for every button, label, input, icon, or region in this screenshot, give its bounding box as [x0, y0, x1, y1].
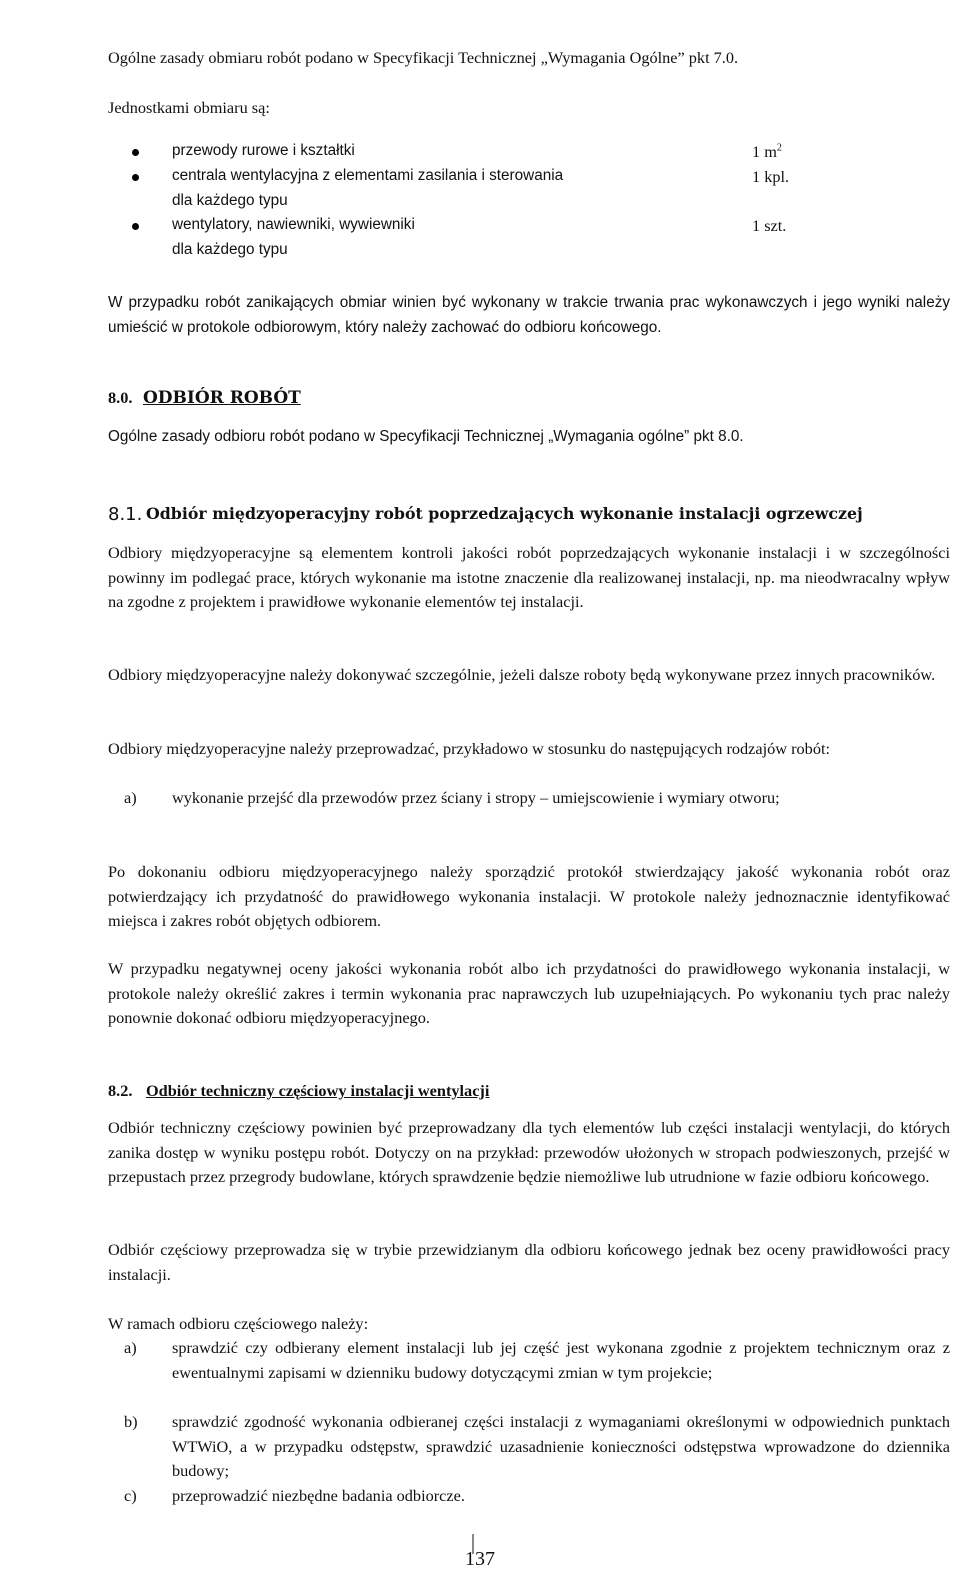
section-8-1-p3: Odbiory międzyoperacyjne należy przeprowadzać, przykładowo w stosunku do następujących rodzajów robót: [108, 739, 831, 758]
section-title: Odbiór techniczny częściowy instalacji wentylacji [146, 1081, 490, 1100]
section-8-2-p2: Odbiór częściowy przeprowadza się w trybie przewidzianym dla odbioru końcowego jednak bez oceny prawidłowości pracy instalacji. [108, 1240, 950, 1284]
section-number: 8.1. [108, 504, 143, 525]
section-8-1-p1: Odbiory międzyoperacyjne są elementem kontroli jakości robót poprzedzających wykonanie instalacji i w szczególności powinny im podlegać prace, których wykonanie ma istotne znaczenie dla realizowanej instalacji, np. ma nieodwracalny wpływ na zgodne z projektem i prawidłowe wykonanie elementów tej instalacji. [108, 543, 950, 611]
section-title: ODBIÓR ROBÓT [143, 388, 301, 408]
unit-item-3: wentylatory, nawiewniki, wywiewniki [172, 216, 415, 233]
list-item: przeprowadzić niezbędne badania odbiorcze. [172, 1486, 465, 1505]
section-8-2-p3: W ramach odbioru częściowego należy: [108, 1314, 369, 1333]
section-8-1-p2: Odbiory międzyoperacyjne należy dokonywać szczególnie, jeżeli dalsze roboty będą wykonywane przez innych pracowników. [108, 665, 936, 684]
intro-line-2: Jednostkami obmiaru są: [108, 98, 270, 117]
bullet-icon [132, 174, 139, 181]
unit-value-3: 1 szt. [752, 216, 787, 235]
unit-value-2: 1 kpl. [752, 167, 790, 186]
intro-line-1: Ogólne zasady obmiaru robót podano w Specyfikacji Technicznej „Wymagania Ogólne” pkt 7.0. [108, 48, 739, 67]
bullet-icon [132, 223, 139, 230]
list-item: wykonanie przejść dla przewodów przez ściany i stropy – umiejscowienie i wymiary otworu; [172, 788, 780, 807]
section-8-1-p4: Po dokonaniu odbioru międzyoperacyjnego należy sporządzić protokół stwierdzający jakość wykonania robót oraz potwierdzający ich przydatność do prawidłowego wykonania instalacji. W protokole należy jednoznacznie identyfikować miejsca i zakres robót objętych odbiorem. [108, 862, 950, 930]
unit-item-1: przewody rurowe i kształtki [172, 142, 355, 159]
list-marker: a) [124, 1338, 137, 1357]
unit-value-1: 1 $m^2$ [752, 142, 782, 161]
list-item: sprawdzić zgodność wykonania odbieranej części instalacji z wymaganiami określonymi w odpowiednich punktach WTWiO, a w przypadku odstępstw, sprawdzić uzasadnienie konieczności odstępstwa wprowadzone do dziennika budowy; [172, 1412, 950, 1480]
unit-item-2: centrala wentylacyjna z elementami zasilania i sterowania [172, 167, 564, 184]
list-marker: c) [124, 1486, 137, 1505]
bullet-icon [132, 149, 139, 156]
section-title: Odbiór międzyoperacyjny robót poprzedzających wykonanie instalacji ogrzewczej [146, 504, 863, 523]
section-8-0-text: Ogólne zasady odbioru robót podano w Specyfikacji Technicznej „Wymagania ogólne” pkt 8.0. [108, 428, 744, 445]
section-number: 8.2. [108, 1081, 133, 1100]
list-marker: a) [124, 788, 137, 807]
section-8-1-p5: W przypadku negatywnej oceny jakości wykonania robót albo ich przydatności do prawidłowego wykonania instalacji, w protokole należy określić zakres i termin wykonania prac naprawczych lub uzupełniających. Po wykonaniu tych prac należy ponownie dokonać odbioru międzyoperacyjnego. [108, 959, 950, 1027]
section-8-2-p1: Odbiór techniczny częściowy powinien być przeprowadzany dla tych elementów lub części instalacji wentylacji, do których zanika dostęp w wyniku postępu robót. Dotyczy on na przykład: przewodów ułożonych w stropach podwieszonych, przejść w przepustach przez przegrody budowlane, których sprawdzenie będzie niemożliwe lub utrudnione w fazie odbioru końcowego. [108, 1118, 950, 1186]
section-number: 8.0. [108, 388, 133, 407]
page-number: 137 [465, 1548, 495, 1570]
paragraph-obmiar: W przypadku robót zanikających obmiar winien być wykonany w trakcie trwania prac wykonawczych i jego wyniki należy umieścić w protokole odbiorowym, który należy zachować do odbioru końcowego. [108, 294, 950, 336]
unit-sub-2: dla każdego typu [172, 192, 288, 209]
unit-sub-3: dla każdego typu [172, 241, 288, 258]
list-item: sprawdzić czy odbierany element instalacji lub jej część jest wykonana zgodnie z projektem technicznym oraz z ewentualnymi zapisami w dzienniku budowy dotyczącymi zmian w tym projekcie; [172, 1338, 950, 1382]
list-marker: b) [124, 1412, 138, 1431]
